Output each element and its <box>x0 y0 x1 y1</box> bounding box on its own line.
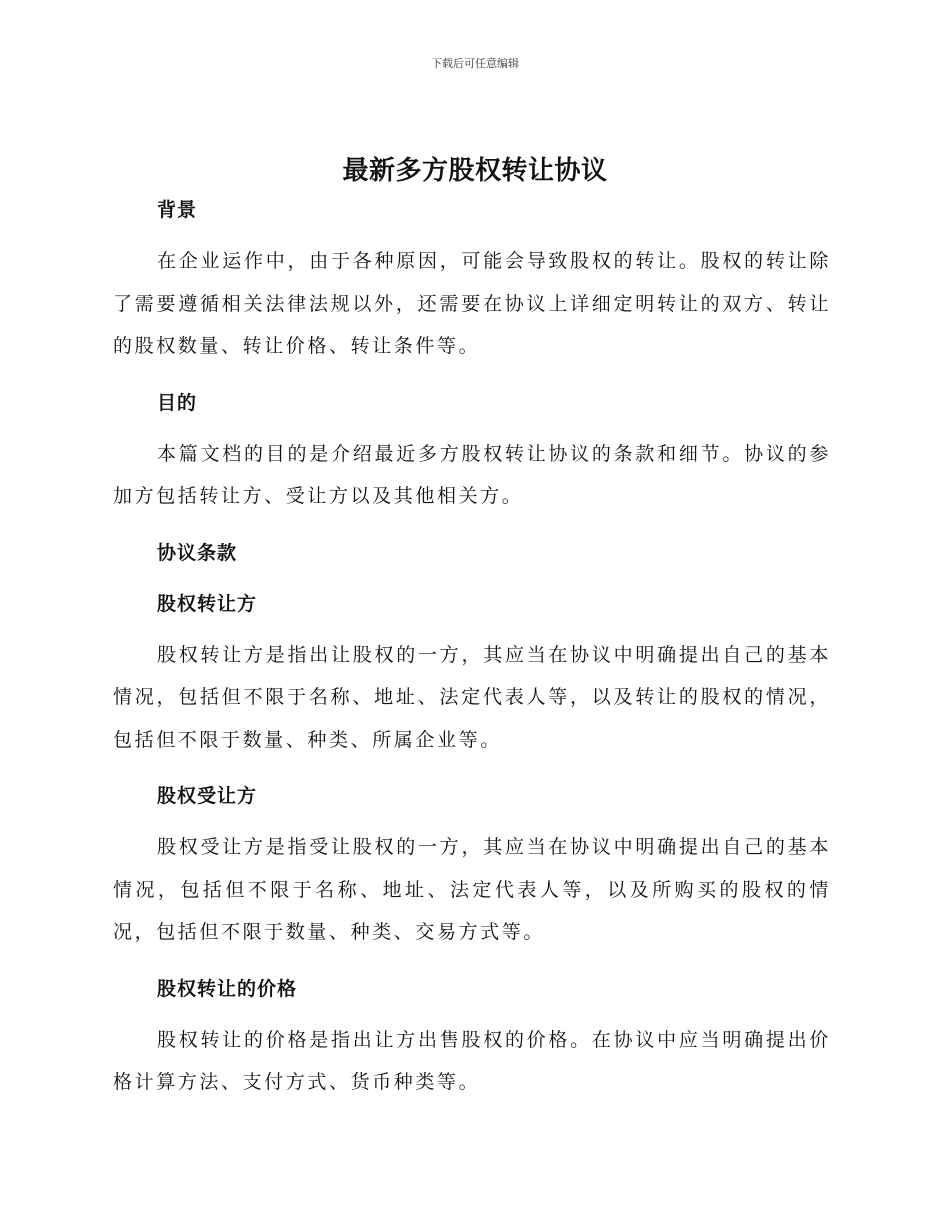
section-heading-purpose: 目的 <box>157 391 198 414</box>
section-heading-transferor: 股权转让方 <box>157 592 258 615</box>
section-text-transferor: 股权转让方是指出让股权的一方，其应当在协议中明确提出自己的基本情况，包括但不限于名称、地址、法定代表人等，以及转让的股权的情况，包括但不限于数量、种类、所属企业等。 <box>113 643 831 751</box>
document-title: 最新多方股权转让协议 <box>342 156 608 186</box>
document-body <box>113 195 831 1104</box>
section-text-background: 在企业运作中，由于各种原因，可能会导致股权的转让。股权的转让除了需要遵循相关法律法规以外，还需要在协议上详细定明转让的双方、转让的股权数量、转让价格、转让条件等。 <box>113 250 831 357</box>
section-text-price: 股权转让的价格是指出让方出售股权的价格。在协议中应当明确提出价格计算方法、支付方式、货币种类等。 <box>113 1028 831 1093</box>
page-header-note: 下载后可任意编辑 <box>431 57 519 70</box>
section-heading-background: 背景 <box>157 199 198 221</box>
section-heading-price: 股权转让的价格 <box>157 977 298 1000</box>
section-text-purpose: 本篇文档的目的是介绍最近多方股权转让协议的条款和细节。协议的参加方包括转让方、受让方以及其他相关方。 <box>113 442 831 507</box>
section-text-transferee: 股权受让方是指受让股权的一方，其应当在协议中明确提出自己的基本情况，包括但不限于名称、地址、法定代表人等，以及所购买的股权的情况，包括但不限于数量、种类、交易方式等。 <box>113 836 831 943</box>
section-heading-transferee: 股权受让方 <box>157 785 258 807</box>
section-heading-terms: 协议条款 <box>157 541 238 564</box>
